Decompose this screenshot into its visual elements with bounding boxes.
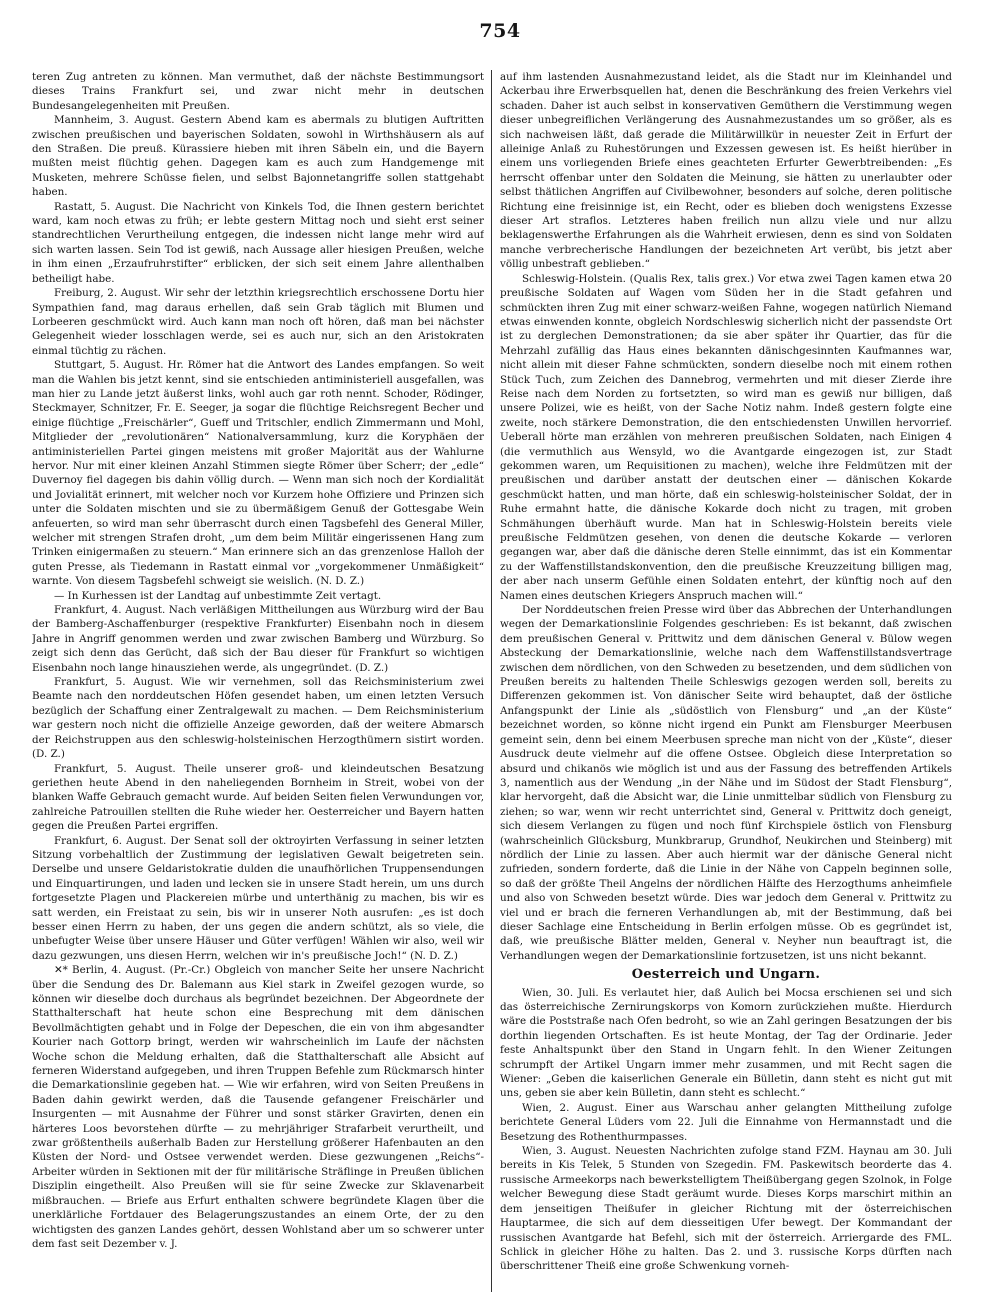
article-paragraph: teren Zug antreten zu können. Man vermuthet, daß der nächste Bestimmungsort dieses Trains Frankfurt sei, und zwar nicht mehr in deutschen Bundesangelegenheiten mit Preußen. [32, 71, 484, 112]
page-number: 754 [479, 20, 521, 42]
article-paragraph: Wien, 2. August. Einer aus Warschau anher gelangten Mittheilung zufolge berichtete General Lüders vom 22. Juli die Einnahme von Hermannstadt und die Besetzung des Rothenthurmpasses. [500, 1101, 952, 1143]
article-paragraph: Wien, 3. August. Neuesten Nachrichten zufolge stand FZM. Haynau am 30. Juli bereits in Kis Telek, 5 Stunden von Szegedin. FM. Paskewitsch beorderte das 4. russische Armeekorps nach bewerkstelligtem Theißübergang gegen Szolnok, in Folge welcher Bewegung diese Stadt geräumt wurde. Dieses Korps marschirt mithin an dem jenseitigen Theißufer in gleicher Richtung mit der österreichischen Hauptarmee, die sich auf dem diesseitigen Ufer bewegt. Der Kommandant der russischen Avantgarde hat Befehl, sich mit der österreich. Arriergarde des FML. Schlick in gleicher Höhe zu halten. Das 2. und 3. russische Korps dürften nach überschrittener Theiß eine große Schwenkung vorneh- [500, 1145, 952, 1273]
article-paragraph: Wien, 30. Juli. Es verlautet hier, daß Aulich bei Mocsa erschienen sei und sich das österreichische Zernirungskorps von Komorn zurückziehen mußte. Hierdurch wäre die Poststraße nach Ofen bedroht, so wie an Zahl geringen Besatzungen der bis dorthin liegenden Ortschaften. Es ist heute Montag, der Tag der Ordinarie. Jeder feste Anhaltspunkt über den Stand in Ungarn fehlt. In den Wiener Zeitungen schrumpft der Artikel Ungarn immer mehr zusammen, und mit Recht sagen die Wiener: „Geben die kaiserlichen Generale ein Bülletin, dann steht es nicht gut mit uns, geben sie aber kein Bülletin, dann steht es schlecht.“ [500, 986, 952, 1100]
article-paragraph: Der Norddeutschen freien Presse wird über das Abbrechen der Unterhandlungen wegen der Demarkationslinie Folgendes geschrieben: Es ist bekannt, daß zwischen dem preußischen General v. Prittwitz und dem dänischen General v. Bülow wegen Absteckung der Demarkationslinie, welche nach dem Waffenstillstandsvertrage zwischen dem nördlichen, von den Schweden zu besetzenden, und dem südlichen von Preußen bereits zu haltenden Theile Schleswigs gezogen werden soll, bereits zu Differenzen gekommen ist. Von dänischer Seite wird behauptet, daß der östliche Anfangspunkt der Linie als „südöstlich von Flensburg“ und „an der Küste“ bezeichnet worden, so könne nicht irgend ein Punkt am Flensburger Meerbusen gemeint sein, denn bei einem Meerbusen spreche man nicht von der „Küste“, dieser Ausdruck deute vielmehr auf die offene Ostsee. Obgleich diese Interpretation so absurd und chikanös wie möglich ist und aus der Fassung des betreffenden Artikels 3, namentlich aus der Wendung „in der Nähe und im Südost der Stadt Flensburg“, klar hervorgeht, daß die Absicht war, die Linie unmittelbar südlich von Flensburg zu ziehen; so war, wenn wir recht unterrichtet sind, General v. Prittwitz doch geneigt, sich diesem Verlangen zu fügen und noch fünf Kirchspiele östlich von Flensburg (wahrscheinlich Glücksburg, Munkbrarup, Grundhof, Neukirchen und Steinberg) mit nördlich der Linie zu lassen. Aber auch hiermit war der dänische General nicht zufrieden, sondern forderte, daß die Linie in der Nähe von Cappeln beginnen solle, so daß der größte Theil Angelns der nördlichen Hälfte des Herzogthums anheimfiele und also von Schweden besetzt würde. Dies war jedoch dem General v. Prittwitz zu viel und er brach die ferneren Verhandlungen ab, mit der Bestimmung, daß bei dieser Sachlage eine Entscheidung in Berlin erfolgen müsse. Ob es gegründet ist, daß, wie preußische Blätter melden, General v. Neyher nun beauftragt ist, die Verhandlungen wegen der Demarkationslinie fortzusetzen, ist uns nicht bekannt. [500, 604, 952, 962]
article-paragraph: auf ihm lastenden Ausnahmezustand leidet, als die Stadt nur im Kleinhandel und Ackerbau ihre Erwerbsquellen hat, denen die Beschränkung des freien Verkehrs viel schaden. Daher ist auch selbst in konservativen Gemüthern die Verstimmung wegen dieser unbegreiflichen Verlängerung des Ausnahmezustandes um so größer, als es sich nachweisen läßt, daß gerade die Militärwillkür in neuester Zeit in Erfurt der alleinige Anlaß zu Ruhestörungen und Exzessen gewesen ist. Es heißt hierüber in einem uns vorliegenden Briefe eines geachteten Erfurter Gewerbtreibenden: „Es herrscht offenbar unter den Soldaten die Meinung, sie hätten zu unerlaubter oder selbst thätlichen Angriffen auf Civilbewohner, besonders auf solche, deren politische Richtung eine freisinnige ist, ein Recht, oder es blieben doch wenigstens Exzesse dieser Art straflos. Letzteres haben freilich nun allzu viele und nur allzu beklagenswerthe Erfahrungen als die Wahrheit erwiesen, denn es sind von Soldaten manche verbrecherische Handlungen der bezeichneten Art verübt, bis jetzt aber völlig unbestraft geblieben.“ [500, 71, 952, 271]
article-paragraph: ✕* Berlin, 4. August. (Pr.-Cr.) Obgleich von mancher Seite her unsere Nachricht über die Sendung des Dr. Balemann aus Kiel stark in Zweifel gezogen wurde, so können wir dieselbe doch durchaus als begründet bezeichnen. Der Abgeordnete der Statthalterschaft hat heute schon eine Besprechung mit dem dänischen Bevollmächtigten gehabt und in Folge der Depeschen, die ein von ihm abgesandter Kourier nach Gottorp bringt, werden wir wahrscheinlich im Laufe der nächsten Woche schon die Meldung erhalten, daß die Statthalterschaft alle Absicht auf ferneren Widerstand aufgegeben, und ihren Truppen Befehle zum Rückmarsch hinter die Demarkationslinie gegeben hat. — Wie wir erfahren, wird von Seiten Preußens in Baden dahin gewirkt werden, daß die Tausende gefangener Freischärler und Insurgenten — mit Ausnahme der Führer und sonst stärker Gravirten, denen ein härteres Loos bevorstehen dürfte — zu mehrjähriger Strafarbeit verurtheilt, und zwar größtentheils außerhalb Baden zur Herstellung größerer Hafenbauten an den Küsten der Nord- und Ostsee verwendet werden. Diese gezwungenen „Reichs“-Arbeiter würden in Sektionen mit der für militärische Sträflinge in Preußen üblichen Disziplin eingetheilt. Also Preußen will sie für seine Zwecke zur Sklavenarbeit mißbrauchen. — Briefe aus Erfurt enthalten schwere begründete Klagen über die unerklärliche Fortdauer des Belagerungszustandes an einem Orte, der zu den wichtigsten des ganzen Landes gehört, dessen Wohlstand aber um so schwerer unter dem fast seit Dezember v. J. [32, 964, 484, 1250]
section-heading: Oesterreich und Ungarn. [631, 967, 821, 983]
article-paragraph: Frankfurt, 5. August. Theile unserer groß- und kleindeutschen Besatzung geriethen heute Abend in den naheliegenden Bornheim in Streit, wobei von der blanken Waffe Gebrauch gemacht wurde. Auf beiden Seiten fielen Verwundungen vor, zahlreiche Patrouillen stellten die Ruhe wieder her. Oesterreicher und Bayern hatten gegen die Preußen Partei ergriffen. [32, 762, 484, 833]
article-paragraph: Freiburg, 2. August. Wir sehr der letzthin kriegsrechtlich erschossene Dortu hier Sympathien fand, mag daraus erhellen, daß sein Grab täglich mit Blumen und Lorbeeren geschmückt wird. Auch kann man noch oft hören, daß man bei nächster Gelegenheit wieder losschlagen werde, sei es auch nur, sich an den Aristokraten einmal tüchtig zu rächen. [32, 287, 484, 357]
article-paragraph: Frankfurt, 6. August. Der Senat soll der oktroyirten Verfassung in seiner letzten Sitzung vorbehaltlich der Zustimmung der legislativen Gewalt beigetreten sein. Derselbe und unsere Geldaristokratie dulden die unaufhörlichen Truppensendungen und Einquartirungen, und laden und lecken sie in unsere Stadt herein, um uns durch fortgesetzte Plagen und Plackereien mürbe und unterthänig zu machen, bis wir es satt werden, ein Freistaat zu sein, bis wir in unserer Noth ausrufen: „es ist doch besser einen Herrn zu haben, der uns gegen die andern schützt, als so viele, die unbefugter Weise über unsere Häuser und Güter verfügen! Wählen wir also, weil wir dazu gezwungen, uns diesen Herrn, welchen wir in's preußische Joch!“ (N. D. Z.) [32, 834, 484, 962]
left-column [32, 70, 484, 1292]
article-paragraph: Stuttgart, 5. August. Hr. Römer hat die Antwort des Landes empfangen. So weit man die Wahlen bis jetzt kennt, sind sie entschieden antiministeriell ausgefallen, was man hier zu Lande jetzt äußerst links, wohl auch gar roth nennt. Schoder, Rödinger, Steckmayer, Schnitzer, Fr. E. Seeger, ja sogar die flüchtige Reichsregent Becher und einige flüchtige „Freischärler“, Gueff und Tritschler, endlich Zimmermann und Mohl, Mitglieder der „revolutionären“ Nationalversammlung, kurz die Koryphäen der antiministeriellen Partei gingen meistens mit großer Majorität aus der Wahlurne hervor. Nur mit einer kleinen Anzahl Stimmen siegte Römer über Scherr; der „edle“ Duvernoy fiel dagegen bis dahin völlig durch. — Wenn man sich noch der Kordialität und Jovialität erinnert, mit welcher noch vor Kurzem hohe Offiziere und Prinzen sich unter die Soldaten mischten und sie zu übermäßigem Genuß der Gottesgabe Wein anfeuerten, so wird man sehr überrascht durch einen Tagsbefehl des General Miller, welcher mit strengen Strafen droht, „um dem beim Militär eingerissenen Hang zum Trinken einigermaßen zu steuern.“ Man erinnere sich an das grenzenlose Halloh der guten Presse, als Tiedemann in Rastatt einmal vor „vorgekommener Unmäßigkeit“ warnte. Von diesem Tagsbefehl schweigt sie weislich. (N. D. Z.) [32, 359, 484, 588]
article-paragraph: Frankfurt, 4. August. Nach verläßigen Mittheilungen aus Würzburg wird der Bau der Bamberg-Aschaffenburger (respektive Frankfurter) Eisenbahn noch in diesem Jahre in Angriff genommen werden und zwar zwischen Bamberg und Würzburg. So zeigt sich denn das Gerücht, daß sich der Bau dieser für Frankfurt so wichtigen Eisenbahn noch lange hinausziehen werde, als ungegründet. (D. Z.) [32, 604, 484, 674]
column-divider [491, 70, 492, 1292]
article-paragraph: Mannheim, 3. August. Gestern Abend kam es abermals zu blutigen Auftritten zwischen preußischen und bayerischen Soldaten, sowohl in Wirthshäusern als auf den Straßen. Die preuß. Kürassiere hieben mit ihren Säbeln ein, und die Bayern mußten meist flüchtig gehen. Dagegen kam es auch zum Handgemenge mit Musketen, mehrere Schüsse fielen, und selbst Bajonnetangriffe sollen stattgehabt haben. [32, 114, 484, 199]
article-paragraph: Frankfurt, 5. August. Wie wir vernehmen, soll das Reichsministerium zwei Beamte nach den norddeutschen Höfen gesendet haben, um einen letzten Versuch bezüglich der Schaffung einer Zentralgewalt zu machen. — Dem Reichsministerium war gestern noch nicht die offizielle Anzeige geworden, daß der weitere Abmarsch der Reichstruppen aus den schleswig-holsteinischen Herzogthümern sistirt worden. (D. Z.) [32, 676, 484, 761]
right-column [500, 70, 952, 1292]
article-paragraph: Rastatt, 5. August. Die Nachricht von Kinkels Tod, die Ihnen gestern berichtet ward, kam noch etwas zu früh; er lebte gestern Mittag noch und sieht erst seiner standrechtlichen Verurtheilung entgegen, die indessen nicht lange mehr wird auf sich warten lassen. Sein Tod ist gewiß, nach Aussage aller hiesigen Preußen, welche in ihm einen „Erzaufruhrstifter“ erblicken, der sich seit einem Jahre allenthalben betheiligt habe. [32, 200, 484, 285]
article-paragraph: Schleswig-Holstein. (Qualis Rex, talis grex.) Vor etwa zwei Tagen kamen etwa 20 preußische Soldaten auf Wagen vom Süden her in die Stadt gefahren und schmückten ihren Zug mit einer schwarz-weißen Fahne, wogegen natürlich Niemand etwas einwenden konnte, obgleich Nordschleswig sicherlich nicht der passendste Ort ist zu derglechen Demonstrationen; da sie aber später ihr Quartier, das für die Mehrzahl zufällig das Haus eines bekannten dänischgesinnten Kaufmannes war, nicht allein mit dieser Fahne schmückten, sondern dieselbe noch mit einem rothen Stück Tuch, zum Zeichen des Dannebrog, vermehrten und mit dieser Zierde ihre Reise nach dem Norden zu fortsetzten, so wird man es gewiß nur billigen, daß unsere Polizei, wie es heißt, von der Sache Notiz nahm. Indeß gestern folgte eine zweite, noch stärkere Demonstration, die den entschiedensten Unwillen hervorrief. Ueberall hörte man erzählen von mehreren preußischen Soldaten, nach Einigen 4 (die vermuthlich aus Wensyld, wo die Avantgarde eingezogen ist, zur Stadt gekommen waren, um Requisitionen zu machen), welche ihre Feldmützen mit der preußischen und darüber anstatt der deutschen einer — dänischen Kokarde geschmückt hatten, und man hörte, daß ein schleswig-holsteinischer Soldat, der in Ruhe ermahnt hatte, die dänische Kokarde doch nicht zu tragen, mit groben Schmähungen überhäuft wurde. Man hat in Schleswig-Holstein bereits viele preußische Feldmützen gesehen, von denen die deutsche Kokarde — verloren gegangen war, aber daß die dänische deren Stelle einnimmt, das ist ein Kommentar zu der Waffenstillstandskonvention, den die preußische Kreuzzeitung billigen mag, der aber nach unserm Gefühle einen Soldaten entehrt, der künftig noch auf den Namen eines deutschen Kriegers Anspruch machen will.“ [500, 272, 952, 602]
article-paragraph: — In Kurhessen ist der Landtag auf unbestimmte Zeit vertagt. [54, 589, 382, 602]
